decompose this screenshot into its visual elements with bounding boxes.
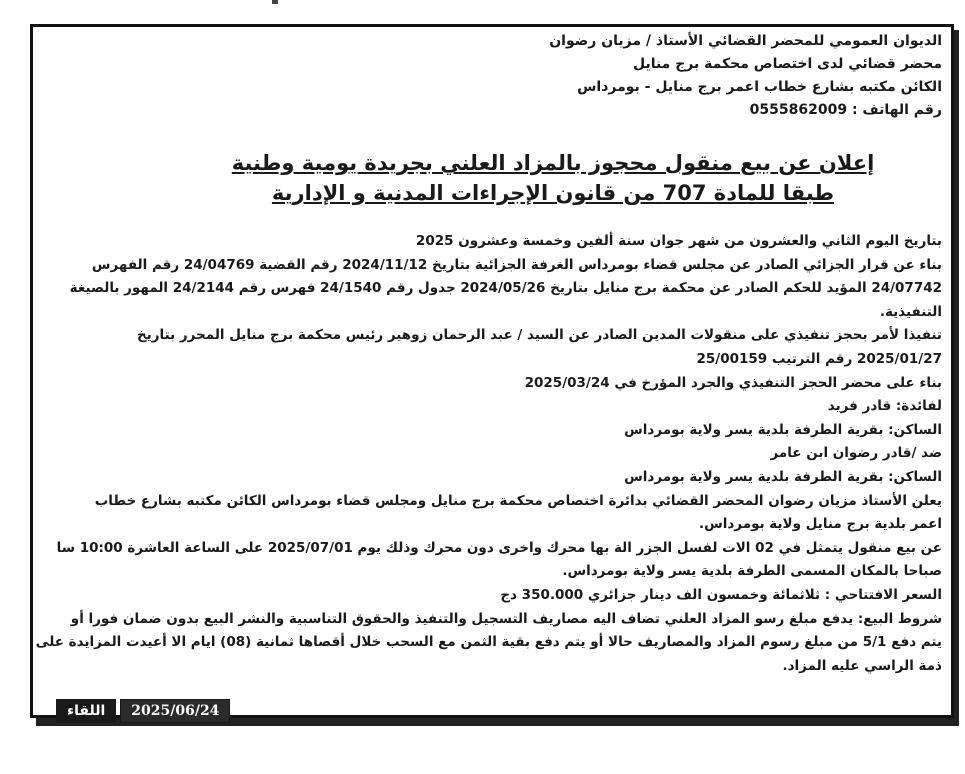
body-line: التنفيذية. xyxy=(879,303,942,320)
body-line: بتاريخ اليوم الثاني والعشرون من شهر جوان سنة ألفين وخمسة وعشرون 2025 xyxy=(415,233,942,249)
publication-label: اللقاء xyxy=(56,699,116,723)
announcement-title xyxy=(44,148,942,208)
body-line: ذمة الراسي عليه المزاد. xyxy=(782,657,942,674)
body-line: 24/07742 المؤيد للحكم الصادر عن محكمة برج منايل بتاريخ 2024/05/26 جدول رقم 24/1540 فهرس رقم 24/2144 المهور بالصيغة xyxy=(69,280,942,297)
body-line: عن بيع منقول يتمثل في 02 الات لفسل الجزر الة بها محرك واخرى دون محرك وذلك يوم 2025/07/01 على الساعة العاشرة 10:00 سا xyxy=(56,539,942,556)
body-line: الساكن: بقرية الطرفة بلدية يسر ولاية بومرداس xyxy=(624,468,942,485)
body-line: لفائدة: قادر فريد xyxy=(827,398,942,415)
office-phone: رقم الهاتف : 0555862009 xyxy=(749,102,942,118)
body-line: يتم دفع 5/1 من مبلغ رسوم المزاد والمصاريف حالا أو يتم دفع بقية الثمن مع السحب خلال أقصاها ثمانية (08) ايام الا أعيدت المزايدة على xyxy=(35,634,942,651)
publication-date: 2025/06/24 xyxy=(120,699,230,723)
office-address: الكائن مكتبه بشارع خطاب اعمر برج منايل - بومرداس xyxy=(577,79,942,95)
title-line-1: إعلان عن بيع منقول محجوز بالمزاد العلني بجريدة يومية وطنية xyxy=(231,151,875,175)
office-name: الديوان العمومي للمحضر القضائي الأستاذ / مزيان رضوان xyxy=(549,33,942,49)
office-header xyxy=(44,30,942,122)
body-line: السعر الافتتاحي : ثلاثمائة وخمسون الف دينار جزائري 350.000 دج xyxy=(500,586,942,603)
body-line: شروط البيع: يدفع مبلغ رسو المزاد العلني تضاف اليه مصاريف التسجيل والتنفيذ والحقوق التناسبية والنشر البيع بدون ضمان فورا أو xyxy=(70,610,942,627)
title-line-2: طبقا للمادة 707 من قانون الإجراءات المدنية و الإدارية xyxy=(271,181,835,205)
body-line: ضد /قادر رضوان ابن عامر xyxy=(770,445,942,462)
body-line: 2025/01/27 رقم الترتيب 25/00159 xyxy=(696,350,942,367)
body-line: بناء عن قرار الجزائي الصادر عن مجلس قضاء بومرداس الغرفة الجزائية بتاريخ 2024/11/12 رقم القضية 24/04769 رقم الفهرس xyxy=(91,256,942,273)
body-line: تنفيذا لأمر بحجز تنفيذي على منقولات المدين الصادر عن السيد / عبد الرحمان زوهير رئيس محكمة برج منايل المحرر بتاريخ xyxy=(136,327,942,344)
announcement-content xyxy=(35,30,942,678)
body-line: صباحا بالمكان المسمى الطرفة بلدية يسر ولاية بومرداس. xyxy=(562,563,942,580)
frame-shadow-right xyxy=(954,30,959,726)
office-jurisdiction: محضر قضائي لدى اختصاص محكمة برج منايل xyxy=(632,56,942,72)
body-line: اعمر بلدية برج منايل ولاية بومرداس. xyxy=(699,516,942,533)
publication-footer xyxy=(56,700,230,722)
announcement-body xyxy=(35,230,942,678)
scan-mark xyxy=(272,0,278,4)
body-line: يعلن الأستاذ مزيان رضوان المحضر القضائي بدائرة اختصاص محكمة برج منايل ومجلس قضاء بومرداس الكائن مكتبه بشارع خطاب xyxy=(94,492,942,509)
body-line: الساكن: بقرية الطرفة بلدية يسر ولاية بومرداس xyxy=(624,421,942,438)
body-line: بناء على محضر الحجز التنفيذي والجرد المؤرخ في 2025/03/24 xyxy=(524,374,942,391)
